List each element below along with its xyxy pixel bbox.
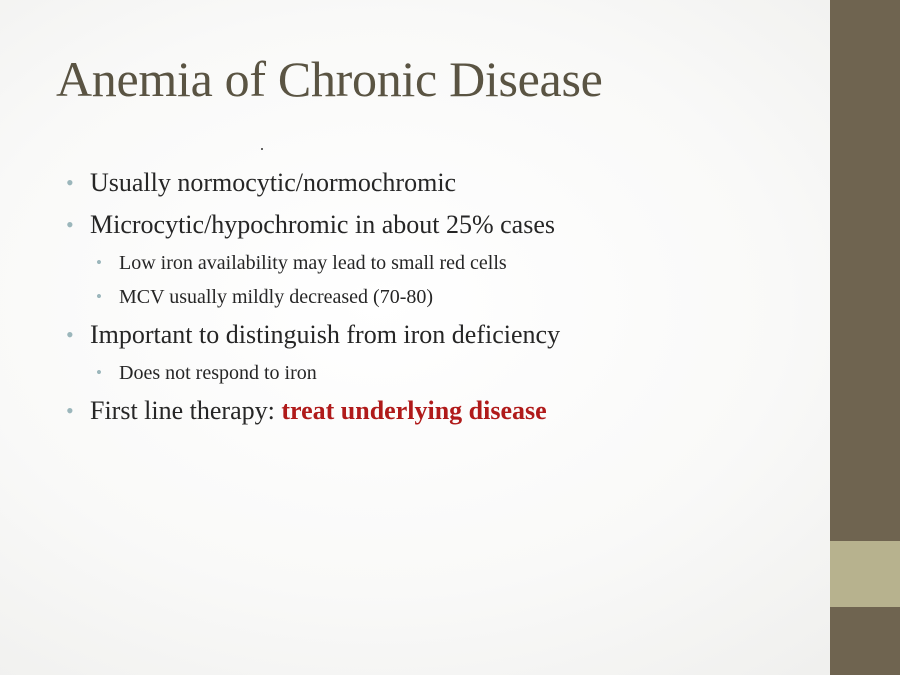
bullet-item (66, 204, 560, 246)
sub-bullet-item (66, 280, 560, 314)
bullet-icon: • (96, 287, 102, 306)
emphasis-text: treat underlying disease (281, 396, 547, 425)
bullet-list (66, 162, 560, 432)
bullet-text: Important to distinguish from iron deficiency (90, 320, 561, 349)
sub-bullet-item (66, 356, 560, 390)
bullet-icon: • (66, 398, 74, 423)
bullet-item (66, 162, 560, 204)
sub-bullet-item (66, 246, 560, 280)
sub-bullet-text: Does not respond to iron (119, 362, 317, 384)
sidebar-accent-block (830, 541, 900, 607)
bullet-text: First line therapy: (90, 396, 282, 425)
bullet-icon: • (66, 170, 74, 195)
bullet-icon: • (66, 322, 74, 347)
stray-dot (261, 148, 263, 150)
bullet-icon: • (96, 363, 102, 382)
bullet-text: Microcytic/hypochromic in about 25% cases (90, 210, 555, 239)
bullet-icon: • (96, 253, 102, 272)
bullet-icon: • (66, 212, 74, 237)
bullet-item (66, 390, 560, 432)
sub-bullet-text: Low iron availability may lead to small red cells (119, 252, 507, 274)
bullet-text: Usually normocytic/normochromic (90, 168, 457, 197)
slide-title: Anemia of Chronic Disease (56, 51, 603, 107)
sub-bullet-text: MCV usually mildly decreased (70-80) (119, 286, 434, 308)
bullet-item (66, 314, 560, 356)
